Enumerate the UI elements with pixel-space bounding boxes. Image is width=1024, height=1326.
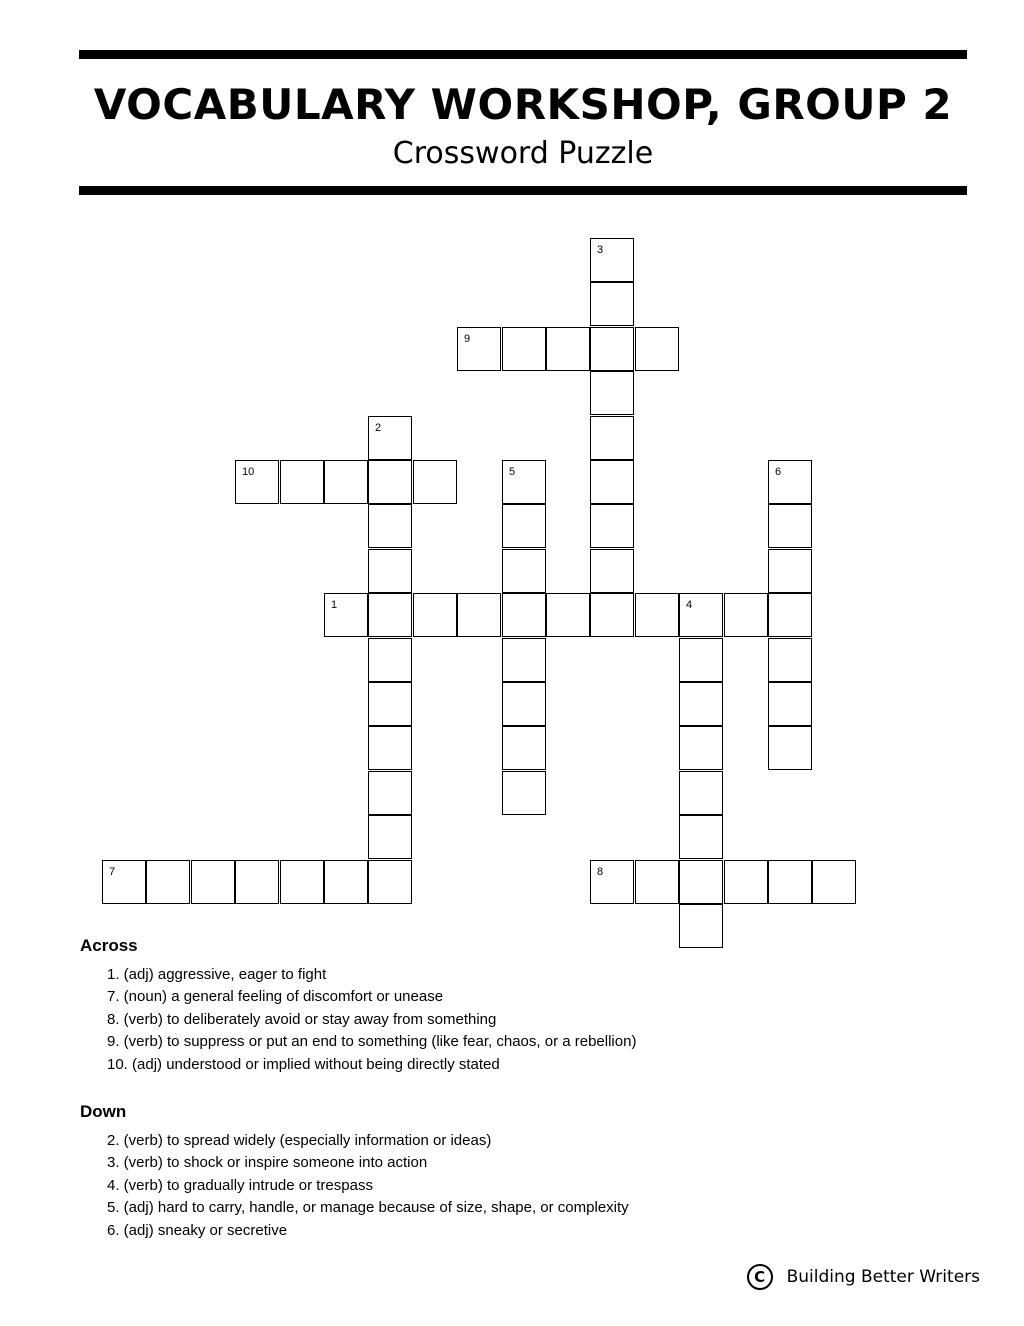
grid-cell[interactable] — [546, 593, 590, 637]
grid-cell[interactable] — [768, 504, 812, 548]
grid-cell[interactable] — [502, 682, 546, 726]
grid-cell[interactable] — [502, 327, 546, 371]
grid-cell[interactable] — [679, 726, 723, 770]
grid-cell[interactable] — [502, 504, 546, 548]
grid-cell[interactable] — [590, 549, 634, 593]
grid-cell[interactable] — [812, 860, 856, 904]
grid-cell[interactable] — [457, 593, 501, 637]
clue-number: 8 — [597, 866, 604, 878]
grid-cell[interactable] — [280, 860, 324, 904]
grid-cell[interactable] — [590, 504, 634, 548]
grid-cell[interactable] — [502, 593, 546, 637]
grid-cell[interactable] — [590, 371, 634, 415]
across-clue: 8. (verb) to deliberately avoid or stay away from something — [107, 1010, 497, 1028]
page-title: VOCABULARY WORKSHOP, GROUP 2 — [93, 80, 953, 129]
grid-cell[interactable] — [368, 682, 412, 726]
grid-cell[interactable] — [502, 771, 546, 815]
grid-cell[interactable] — [546, 327, 590, 371]
grid-cell[interactable] — [768, 593, 812, 637]
grid-cell[interactable] — [768, 549, 812, 593]
grid-cell[interactable] — [368, 771, 412, 815]
grid-cell[interactable] — [724, 860, 768, 904]
grid-cell[interactable] — [368, 815, 412, 859]
grid-cell[interactable] — [590, 416, 634, 460]
grid-cell[interactable] — [590, 860, 634, 904]
grid-cell[interactable] — [368, 726, 412, 770]
clue-number: 10 — [242, 466, 255, 478]
grid-cell[interactable] — [724, 593, 768, 637]
clue-number: 9 — [464, 333, 471, 345]
down-clue: 4. (verb) to gradually intrude or trespass — [107, 1176, 373, 1194]
grid-cell[interactable] — [413, 593, 457, 637]
grid-cell[interactable] — [590, 327, 634, 371]
clue-number: 1 — [331, 599, 338, 611]
grid-cell[interactable] — [235, 460, 279, 504]
across-heading: Across — [80, 936, 138, 955]
grid-cell[interactable] — [768, 726, 812, 770]
grid-cell[interactable] — [679, 815, 723, 859]
grid-cell[interactable] — [590, 238, 634, 282]
grid-cell[interactable] — [324, 860, 368, 904]
across-clue: 10. (adj) understood or implied without being directly stated — [107, 1055, 500, 1073]
grid-cell[interactable] — [768, 682, 812, 726]
grid-cell[interactable] — [502, 549, 546, 593]
grid-cell[interactable] — [368, 593, 412, 637]
down-heading: Down — [80, 1102, 127, 1121]
down-clue: 6. (adj) sneaky or secretive — [107, 1221, 288, 1239]
grid-cell[interactable] — [324, 460, 368, 504]
across-clue: 1. (adj) aggressive, eager to fight — [107, 966, 327, 983]
grid-cell[interactable] — [368, 860, 412, 904]
grid-cell[interactable] — [146, 860, 190, 904]
grid-cell[interactable] — [590, 593, 634, 637]
clue-number: 3 — [597, 244, 604, 256]
clue-number: 2 — [375, 422, 382, 434]
grid-cell[interactable] — [457, 327, 501, 371]
clue-number: 7 — [109, 866, 116, 878]
down-clue-list — [107, 1130, 629, 1242]
grid-cell[interactable] — [679, 638, 723, 682]
grid-cell[interactable] — [768, 860, 812, 904]
grid-cell[interactable] — [502, 638, 546, 682]
across-clue: 7. (noun) a general feeling of discomfort or unease — [107, 988, 444, 1006]
grid-cell[interactable] — [368, 504, 412, 548]
down-clue: 2. (verb) to spread widely (especially information or ideas) — [107, 1132, 492, 1149]
grid-cell[interactable] — [635, 593, 679, 637]
grid-cell[interactable] — [102, 860, 146, 904]
grid-cell[interactable] — [368, 460, 412, 504]
grid-cell[interactable] — [679, 904, 723, 948]
grid-cell[interactable] — [368, 638, 412, 682]
across-clue: 9. (verb) to suppress or put an end to something (like fear, chaos, or a rebellion) — [107, 1033, 637, 1051]
grid-cell[interactable] — [368, 549, 412, 593]
grid-cell[interactable] — [679, 682, 723, 726]
grid-cell[interactable] — [368, 416, 412, 460]
grid-cell[interactable] — [679, 860, 723, 904]
grid-cell[interactable] — [191, 860, 235, 904]
clue-number: 4 — [686, 599, 693, 611]
clue-number: 6 — [775, 466, 782, 478]
grid-cell[interactable] — [679, 771, 723, 815]
grid-cell[interactable] — [324, 593, 368, 637]
grid-cell[interactable] — [635, 327, 679, 371]
page-subtitle: Crossword Puzzle — [392, 136, 654, 171]
footer-credit — [747, 1264, 980, 1290]
credit-text: Building Better Writers — [786, 1267, 980, 1287]
grid-cell[interactable] — [590, 460, 634, 504]
grid-cell[interactable] — [413, 460, 457, 504]
grid-cell[interactable] — [679, 593, 723, 637]
grid-cell[interactable] — [502, 460, 546, 504]
grid-cell[interactable] — [590, 282, 634, 326]
down-clue: 5. (adj) hard to carry, handle, or manage because of size, shape, or complexity — [107, 1199, 629, 1217]
grid-cell[interactable] — [235, 860, 279, 904]
grid-cell[interactable] — [768, 460, 812, 504]
grid-cell[interactable] — [280, 460, 324, 504]
grid-cell[interactable] — [768, 638, 812, 682]
down-clue: 3. (verb) to shock or inspire someone into action — [107, 1154, 428, 1172]
grid-cell[interactable] — [502, 726, 546, 770]
grid-cell[interactable] — [635, 860, 679, 904]
copyright-icon: C — [747, 1264, 773, 1290]
clue-number: 5 — [509, 466, 516, 478]
across-clue-list — [107, 964, 636, 1076]
